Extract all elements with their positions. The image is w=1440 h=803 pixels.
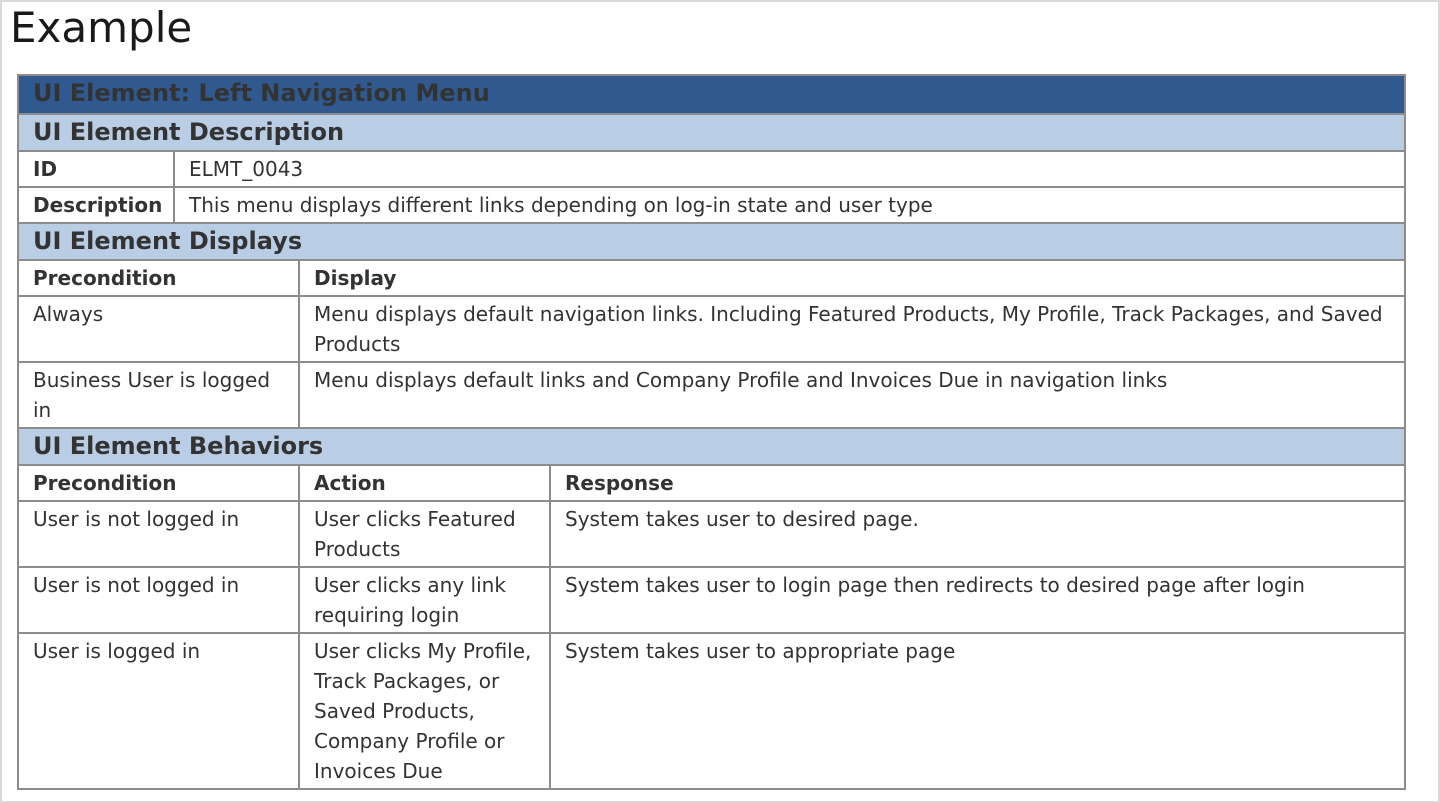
behaviors-action-cell: User clicks Featured Products [299,501,550,567]
behaviors-header-action: Action [299,465,550,501]
behaviors-column-headers [18,465,1405,501]
behaviors-response-cell: System takes user to appropriate page [550,633,1405,789]
behaviors-precondition-cell: User is logged in [18,633,299,789]
spec-title: UI Element: Left Navigation Menu [18,75,1405,114]
id-value: ELMT_0043 [174,151,1405,187]
page-title: Example [10,3,193,52]
table-row [18,362,1405,428]
description-section-header [18,114,1405,151]
displays-column-headers [18,260,1405,296]
table-row [18,296,1405,362]
spec-title-row [18,75,1405,114]
displays-header-precondition: Precondition [18,260,299,296]
behaviors-precondition-cell: User is not logged in [18,501,299,567]
displays-header-display: Display [299,260,1405,296]
behaviors-action-cell: User clicks My Profile, Track Packages, or Saved Products, Company Profile or Invoices Due [299,633,550,789]
displays-section-header [18,223,1405,260]
id-row [18,151,1405,187]
displays-section-heading: UI Element Displays [18,223,1405,260]
table-row [18,567,1405,633]
behaviors-section-heading: UI Element Behaviors [18,428,1405,465]
table-row [18,633,1405,789]
displays-display-cell: Menu displays default links and Company Profile and Invoices Due in navigation links [299,362,1405,428]
description-section-heading: UI Element Description [18,114,1405,151]
table-row [18,501,1405,567]
ui-element-spec-table [17,74,1406,790]
id-label: ID [18,151,174,187]
description-row [18,187,1405,223]
behaviors-header-response: Response [550,465,1405,501]
behaviors-precondition-cell: User is not logged in [18,567,299,633]
displays-precondition-cell: Always [18,296,299,362]
description-value: This menu displays different links depending on log-in state and user type [174,187,1405,223]
behaviors-response-cell: System takes user to desired page. [550,501,1405,567]
behaviors-response-cell: System takes user to login page then redirects to desired page after login [550,567,1405,633]
description-label: Description [18,187,174,223]
displays-display-cell: Menu displays default navigation links. Including Featured Products, My Profile, Track Packages, and Saved Products [299,296,1405,362]
behaviors-section-header [18,428,1405,465]
behaviors-header-precondition: Precondition [18,465,299,501]
displays-precondition-cell: Business User is logged in [18,362,299,428]
behaviors-action-cell: User clicks any link requiring login [299,567,550,633]
